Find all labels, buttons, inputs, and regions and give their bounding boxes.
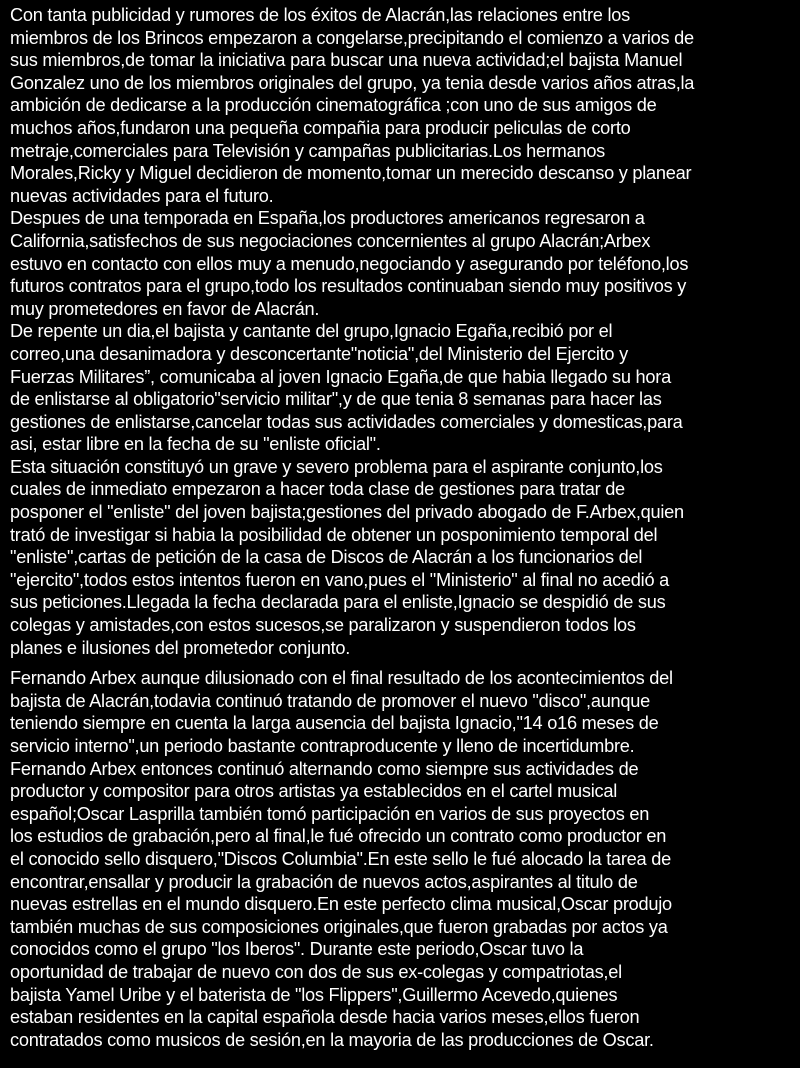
text-line: asi, estar libre en la fecha de su "enliste oficial". (10, 434, 381, 455)
text-line: California,satisfechos de sus negociaciones concernientes al grupo Alacrán;Arbex (10, 230, 651, 251)
text-line: sus miembros,de tomar la iniciativa para buscar una nueva actividad;el bajista Manuel (10, 50, 683, 71)
text-line: Con tanta publicidad y rumores de los éxitos de Alacrán,las relaciones entre los (10, 5, 630, 25)
text-line: futuros contratos para el grupo,todo los resultados continuaban siendo muy positivos y (10, 276, 687, 297)
text-line: de enlistarse al obligatorio"servicio militar",y de que tenia 8 semanas para hacer las (10, 389, 662, 410)
text-line: estaban residentes en la capital española desde hacia varios meses,ellos fueron (10, 1007, 640, 1028)
text-line: "enliste",cartas de petición de la casa de Discos de Alacrán a los funcionarios del (10, 547, 643, 568)
text-line: De repente un dia,el bajista y cantante del grupo,Ignacio Egaña,recibió por el (10, 321, 613, 342)
text-line: cuales de inmediato empezaron a hacer toda clase de gestiones para tratar de (10, 479, 625, 500)
document-body (10, 4, 800, 1051)
text-line: español;Oscar Lasprilla también tomó participación en varios de sus proyectos en (10, 803, 650, 824)
paragraph-2 (10, 207, 800, 320)
text-line: Morales,Ricky y Miguel decidieron de momento,tomar un merecido descanso y planear (10, 163, 692, 184)
text-line: sus peticiones.Llegada la fecha declarada para el enliste,Ignacio se despidió de sus (10, 592, 666, 613)
text-line: muchos años,fundaron una pequeña compañia para producir peliculas de corto (10, 117, 631, 138)
text-line: también muchas de sus composiciones originales,que fueron grabadas por actos ya (10, 916, 668, 937)
text-line: servicio interno",un periodo bastante contraproducente y lleno de incertidumbre. (10, 736, 635, 756)
text-line: los estudios de grabación,pero al final,le fué ofrecido un contrato como productor en (10, 826, 667, 847)
text-line: Esta situación constituyó un grave y severo problema para el aspirante conjunto,los (10, 456, 663, 477)
paragraph-4 (10, 456, 800, 659)
paragraph-5 (10, 667, 800, 1051)
text-line: metraje,comerciales para Televisión y campañas publicitarias.Los hermanos (10, 140, 606, 161)
text-line: planes e ilusiones del prometedor conjunto. (10, 637, 351, 658)
text-line: correo,una desanimadora y desconcertante"noticia",del Ministerio del Ejercito y (10, 343, 628, 364)
paragraph-1 (10, 4, 800, 207)
text-line: muy prometedores en favor de Alacrán. (10, 298, 320, 319)
text-line: Gonzalez uno de los miembros originales del grupo, ya tenia desde varios años atras,la (10, 72, 695, 93)
text-line: Despues de una temporada en España,los productores americanos regresaron a (10, 208, 645, 229)
text-line: trató de investigar si habia la posibilidad de obtener un posponimiento temporal del (10, 524, 658, 545)
text-line: estuvo en contacto con ellos muy a menudo,negociando y asegurando por teléfono,los (10, 253, 689, 274)
text-line: ambición de dedicarse a la producción cinematográfica ;con uno de sus amigos de (10, 95, 657, 116)
paragraph-3 (10, 320, 800, 456)
text-line: nuevas estrellas en el mundo disquero.En este perfecto clima musical,Oscar produjo (10, 894, 672, 915)
text-line: contratados como musicos de sesión,en la mayoria de las producciones de Oscar. (10, 1029, 654, 1050)
text-line: teniendo siempre en cuenta la larga ausencia del bajista Ignacio,"14 o16 meses de (10, 713, 659, 734)
text-line: Fuerzas Militares”, comunicaba al joven Ignacio Egaña,de que habia llegado su hora (10, 366, 671, 387)
text-line: colegas y amistades,con estos sucesos,se paralizaron y suspendieron todos los (10, 615, 636, 636)
text-line: Fernando Arbex entonces continuó alternando como siempre sus actividades de (10, 758, 639, 779)
text-line: productor y compositor para otros artistas ya establecidos en el cartel musical (10, 781, 617, 802)
text-line: "ejercito",todos estos intentos fueron en vano,pues el "Ministerio" al final no acedió a (10, 569, 669, 590)
text-line: oportunidad de trabajar de nuevo con dos de sus ex-colegas y compatriotas,el (10, 961, 622, 982)
text-line: Fernando Arbex aunque dilusionado con el final resultado de los acontecimientos del (10, 668, 673, 689)
text-line: gestiones de enlistarse,cancelar todas sus actividades comerciales y domesticas,para (10, 411, 683, 432)
text-line: nuevas actividades para el futuro. (10, 185, 274, 206)
text-line: miembros de los Brincos empezaron a congelarse,precipitando el comienzo a varios de (10, 27, 694, 48)
text-line: bajista Yamel Uribe y el baterista de "los Flippers",Guillermo Acevedo,quienes (10, 984, 618, 1005)
text-line: conocidos como el grupo "los Iberos". Durante este periodo,Oscar tuvo la (10, 939, 584, 960)
text-line: el conocido sello disquero,"Discos Columbia".En este sello le fué alocado la tarea de (10, 848, 671, 869)
text-line: posponer el "enliste" del joven bajista;gestiones del privado abogado de F.Arbex,quien (10, 502, 684, 523)
text-line: encontrar,ensallar y producir la grabación de nuevos actos,aspirantes al titulo de (10, 871, 638, 892)
text-line: bajista de Alacrán,todavia continuó tratando de promover el nuevo "disco",aunque (10, 690, 651, 711)
